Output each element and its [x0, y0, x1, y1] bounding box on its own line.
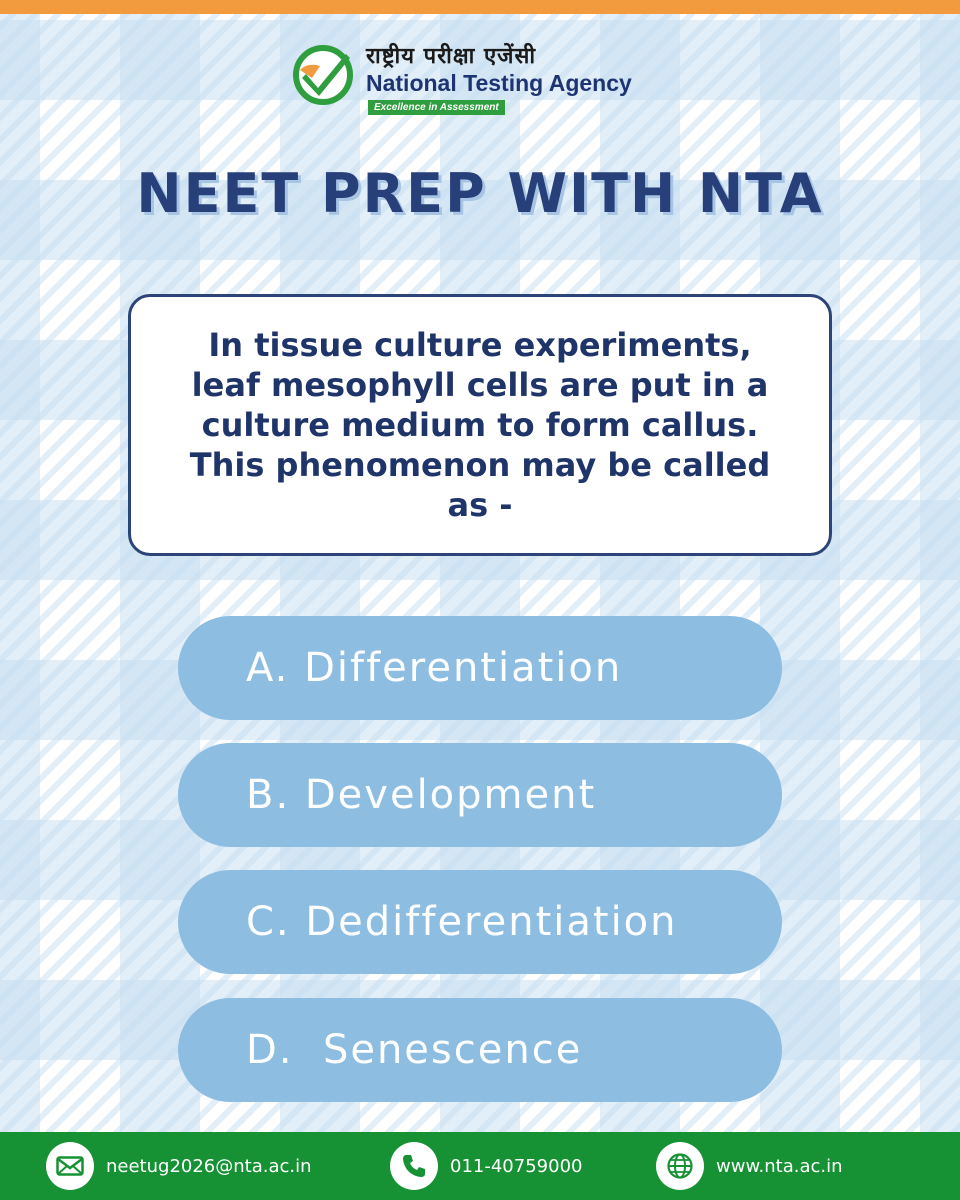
contact-phone[interactable] — [390, 1142, 582, 1190]
option-a[interactable] — [178, 616, 782, 720]
top-accent-bar — [0, 0, 960, 14]
option-a-label: A. Differentiation — [246, 645, 623, 691]
option-c[interactable] — [178, 870, 782, 974]
website-text: www.nta.ac.in — [716, 1155, 843, 1177]
question-text: In tissue culture experiments, leaf mesophyll cells are put in a culture medium to form callus. This phenomenon may be called as - — [189, 326, 771, 524]
phone-text: 011-40759000 — [450, 1155, 583, 1177]
contact-website[interactable] — [656, 1142, 843, 1190]
option-b-label: B. Development — [246, 772, 597, 818]
option-d[interactable] — [178, 998, 782, 1102]
contact-email[interactable] — [46, 1142, 312, 1190]
logo-tagline: Excellence in Assessment — [368, 100, 505, 115]
globe-icon — [656, 1142, 704, 1190]
option-c-label: C. Dedifferentiation — [246, 899, 678, 945]
contact-footer — [0, 1132, 960, 1200]
nta-logo — [292, 40, 682, 116]
nta-checkmark-logo-icon — [292, 44, 354, 106]
option-b[interactable] — [178, 743, 782, 847]
phone-icon — [390, 1142, 438, 1190]
logo-hindi-text: राष्ट्रीय परीक्षा एजेंसी — [366, 44, 537, 69]
email-text: neetug2026@nta.ac.in — [106, 1155, 312, 1177]
envelope-icon — [46, 1142, 94, 1190]
option-d-label: D. Senescence — [246, 1027, 583, 1073]
page-title: NEET PREP WITH NTA — [136, 162, 824, 225]
question-card — [128, 294, 832, 556]
logo-english-text: National Testing Agency — [366, 70, 632, 96]
